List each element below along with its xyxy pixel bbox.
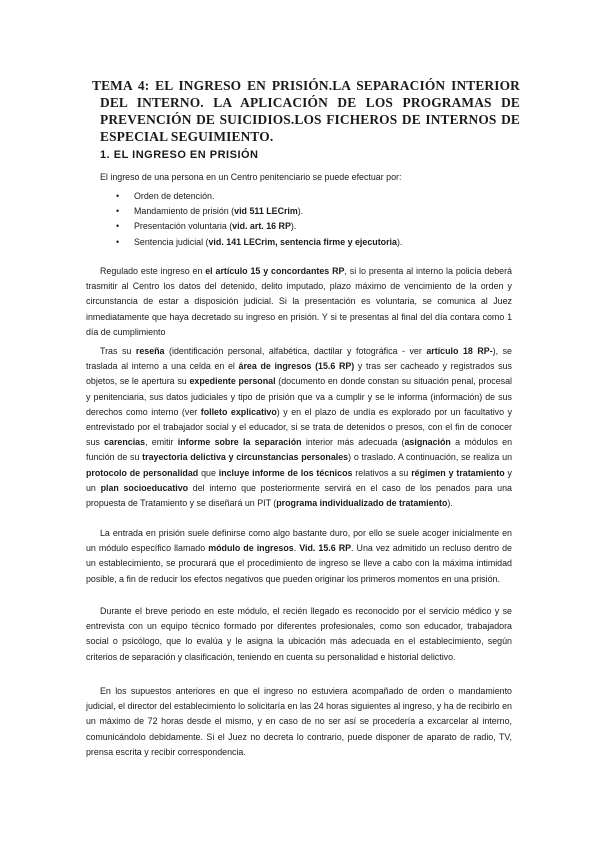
intro-paragraph: El ingreso de una persona en un Centro penitenciario se puede efectuar por: bbox=[100, 172, 402, 182]
list-item: • Presentación voluntaria (vid. art. 16 RP). bbox=[108, 219, 402, 234]
list-item: • Orden de detención. bbox=[108, 189, 402, 204]
paragraph-regulation: Regulado este ingreso en el artículo 15 y concordantes RP, si lo presenta al interno la policía deberá trasmitir al Centro los datos del detenido, delito imputado, plazo máximo de vencimiento de la orden y circunstancia de estar a disposición judicial. Si la presentación es voluntaria, se comunica al Juez inmediatamente que haya decretado su ingreso en prisión. Y si te presentas al final del día contara como 1 día de cumplimiento bbox=[86, 266, 512, 337]
paragraph-evaluation: Durante el breve periodo en este módulo, el recién llegado es reconocido por el servicio médico y se entrevista con un equipo técnico formado por diferentes profesionales, como son educador, trabajadora social o psicólogo, que lo evalúa y le asigna la ubicación más adecuada en el establecimiento, según criterios de separación y clasificación, teniendo en cuenta su personalidad e historial delictivo. bbox=[86, 606, 512, 662]
document-title: TEMA 4: EL INGRESO EN PRISIÓN.LA SEPARACIÓN INTERIOR DEL INTERNO. LA APLICACIÓN DE LOS PROGRAMAS DE PREVENCIÓN DE SUICIDIOS.LOS FICHEROS DE INTERNOS DE ESPECIAL SEGUIMIENTO. bbox=[92, 78, 520, 144]
paragraph-judicial-order: En los supuestos anteriores en que el ingreso no estuviera acompañado de orden o mandamiento judicial, el director del establecimiento lo solicitaría en las 24 horas siguientes al ingreso, y ha de recibirlo en un máximo de 72 horas desde el mismo, y en caso de no ser así se procedería a excarcelar al interno, comunicándolo debidamente. Si el Juez no decreta lo contrario, puede disponer de aparato de radio, TV, prensa escrita y recibir correspondencia. bbox=[86, 686, 512, 757]
section-heading: 1. EL INGRESO EN PRISIÓN bbox=[100, 149, 259, 161]
ingress-methods-list bbox=[108, 189, 402, 250]
list-item: • Mandamiento de prisión (vid 511 LECrim). bbox=[108, 204, 402, 219]
list-item: • Sentencia judicial (vid. 141 LECrim, sentencia firme y ejecutoria). bbox=[108, 235, 402, 250]
paragraph-intake-process: Tras su reseña (identificación personal, alfabética, dactilar y fotográfica - ver artículo 18 RP-), se traslada al interno a una celda en el área de ingresos (15.6 RP) y tras ser cacheado y registrados sus objetos, se le apertura su expediente personal (documento en donde constan su situación penal, procesal y penitenciaria, sus datos judiciales y tipo de prisión que va a cumplir y se le informa (información) de sus derechos como interno (ver folleto explicativo) y en el plazo de undía es explorado por un facultativo y entrevistado por el trabajador social y el educador, si se trata de detenidos o presos, con el fin de conocer sus carencias, emitir informe sobre la separación interior más adecuada (asignación a módulos en función de su trayectoria delictiva y circunstancias personales) o traslado. A continuación, se realiza un protocolo de personalidad que incluye informe de los técnicos relativos a su régimen y tratamiento y un plan socioeducativo del interno que posteriormente servirá en el caso de los penados para una propuesta de Tratamiento y se diseñará un PIT (programa individualizado de tratamiento). bbox=[86, 346, 513, 509]
paragraph-entry-module: La entrada en prisión suele definirse como algo bastante duro, por ello se suele acoger inicialmente en un módulo específico llamado módulo de ingresos. Vid. 15.6 RP. Una vez admitido un recluso dentro de un establecimiento, se procurará que el procedimiento de ingreso se lleve a cabo con la máxima intimidad posible, a fin de reducir los efectos negativos que pueden originar los primeros momentos en una prisión. bbox=[86, 528, 512, 584]
